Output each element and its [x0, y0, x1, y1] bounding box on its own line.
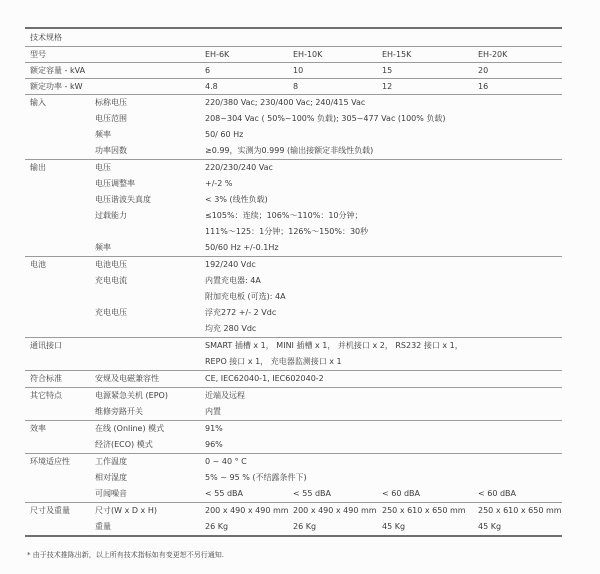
row-label: 电池电压: [95, 260, 127, 270]
row-label: 标称电压: [95, 98, 127, 108]
row-value: 近端及远程: [205, 391, 245, 401]
spec-row: [25, 143, 562, 159]
value-cell: < 60 dBA: [382, 489, 421, 499]
value-cell: EH-20K: [478, 49, 508, 59]
spec-row: [25, 519, 562, 535]
value-cell: 200 x 490 x 490 mm: [293, 506, 377, 516]
section-label: 符合标准: [30, 374, 62, 384]
section-label: 通讯接口: [30, 341, 62, 351]
row-label: 尺寸(W x D x H): [95, 506, 157, 516]
row-value: 50/60 Hz +/-0.1Hz: [205, 243, 279, 253]
row-label: 安规及电磁兼容性: [95, 374, 159, 384]
row-value: 220/230/240 Vac: [205, 163, 273, 173]
spec-row: [25, 470, 562, 486]
spec-row: [25, 257, 562, 273]
row-value: 91%: [205, 424, 223, 434]
row-label: 工作温度: [95, 457, 127, 467]
row-label: 维修旁路开关: [95, 407, 143, 417]
spec-sections: [25, 95, 562, 537]
row-label: 型号: [30, 49, 46, 59]
value-cell: 10: [293, 65, 304, 75]
spec-row: [25, 95, 562, 111]
row-label: 电压范围: [95, 114, 127, 124]
spec-table: [25, 27, 562, 537]
value-cell: 45 Kg: [382, 522, 406, 532]
spec-row: [25, 224, 562, 240]
spec-row: [25, 388, 562, 404]
spec-row: [25, 192, 562, 208]
row-value: +/-2 %: [205, 179, 233, 189]
value-cell: < 60 dBA: [478, 489, 517, 499]
row-label: 相对湿度: [95, 473, 127, 483]
section-label: 电池: [30, 260, 46, 270]
row-value: 0 ~ 40 ° C: [205, 457, 247, 467]
row-value: 50/ 60 Hz: [205, 130, 244, 140]
row-label: 电源紧急关机 (EPO): [95, 391, 168, 401]
spec-section: [25, 371, 562, 388]
row-value: 5% ~ 95 % (不结露条件下): [205, 473, 307, 483]
row-label: 电压: [95, 163, 111, 173]
section-label: 尺寸及重量: [30, 506, 70, 516]
spec-row: [25, 338, 562, 354]
value-cell: < 55 dBA: [205, 489, 244, 499]
row-value: 192/240 Vdc: [205, 260, 256, 270]
spec-row: [25, 289, 562, 305]
row-label: 过载能力: [95, 211, 127, 221]
spec-section: [25, 421, 562, 454]
row-value: 111%～125：1分钟；126%～150%：30秒: [205, 227, 369, 237]
row-label: 额定容量 - kVA: [30, 65, 86, 75]
spec-row: [25, 127, 562, 143]
spec-row: [25, 503, 562, 519]
spec-section: [25, 95, 562, 160]
value-cell: 6: [205, 65, 211, 75]
spec-section: [25, 160, 562, 257]
row-label: 额定功率 - kW: [30, 81, 83, 91]
section-label: 输入: [30, 98, 46, 108]
row-value: 内置充电器: 4A: [205, 276, 261, 286]
row-value: 浮充272 +/- 2 Vdc: [205, 308, 277, 318]
section-label: 输出: [30, 163, 46, 173]
footnote: * 由于技术推陈出新，以上所有技术指标如有变更恕不另行通知.: [27, 551, 224, 559]
row-value: ≥0.99，实测为0.999 (输出接额定非线性负载): [205, 146, 374, 156]
value-cell: EH-10K: [293, 49, 323, 59]
spec-row: [25, 111, 562, 127]
row-label: 充电电流: [95, 276, 127, 286]
row-value: CE, IEC62040-1, IEC602040-2: [205, 374, 324, 384]
spec-row: [25, 454, 562, 470]
row-value: SMART 插槽 x 1， MINI 插槽 x 1， 并机接口 x 2， RS232 接口 x 1，: [205, 341, 463, 351]
row-label: 重量: [95, 522, 111, 532]
value-cell: 250 x 610 x 650 mm: [478, 506, 562, 516]
spec-row: [25, 354, 562, 370]
row-value: 内置: [205, 407, 221, 417]
value-cell: EH-6K: [205, 49, 230, 59]
value-cell: 4.8: [205, 81, 218, 91]
spec-row: [25, 240, 562, 256]
value-cell: 12: [382, 81, 393, 91]
spec-section: [25, 503, 562, 537]
value-cell: 15: [382, 65, 393, 75]
value-cell: EH-15K: [382, 49, 412, 59]
table-title: 技术规格: [25, 29, 562, 47]
spec-row: [25, 305, 562, 321]
value-cell: 26 Kg: [293, 522, 317, 532]
spec-row: [25, 176, 562, 192]
spec-section: [25, 338, 562, 371]
spec-row: [25, 486, 562, 502]
spec-row: [25, 321, 562, 337]
row-value: 均充 280 Vdc: [205, 324, 257, 334]
row-label: 电压谐波失真度: [95, 195, 151, 205]
row-value: < 3% (线性负载): [205, 195, 268, 205]
model-row: [25, 47, 562, 63]
row-value: REPO 接口 x 1， 充电器监测接口 x 1: [205, 357, 342, 367]
value-cell: 16: [478, 81, 489, 91]
row-label: 频率: [95, 130, 111, 140]
row-label: 充电电压: [95, 308, 127, 318]
row-label: 功率因数: [95, 146, 127, 156]
row-value: 附加充电板 (可选): 4A: [205, 292, 286, 302]
value-cell: 20: [478, 65, 489, 75]
row-label: 频率: [95, 243, 111, 253]
spec-row: [25, 404, 562, 420]
spec-section: [25, 388, 562, 421]
row-label: 可闻噪音: [95, 489, 127, 499]
row-label: 电压调整率: [95, 179, 135, 189]
row-value: 96%: [205, 440, 223, 450]
row-label: 在线 (Online) 模式: [95, 424, 165, 434]
row-value: ≤105%：连续；106%～110%：10分钟；: [205, 211, 363, 221]
spec-row: [25, 160, 562, 176]
section-label: 效率: [30, 424, 46, 434]
spec-row: [25, 208, 562, 224]
value-cell: 8: [293, 81, 299, 91]
value-cell: 200 x 490 x 490 mm: [205, 506, 289, 516]
spec-section: [25, 257, 562, 338]
row-value: 220/380 Vac; 230/400 Vac; 240/415 Vac: [205, 98, 366, 108]
spec-section: [25, 454, 562, 503]
value-cell: 26 Kg: [205, 522, 229, 532]
value-cell: < 55 dBA: [293, 489, 332, 499]
section-label: 环境适应性: [30, 457, 70, 467]
section-label: 其它特点: [30, 391, 62, 401]
spec-row: [25, 421, 562, 437]
row-label: 经济(ECO) 模式: [95, 440, 153, 450]
value-cell: 45 Kg: [478, 522, 502, 532]
rated-capacity-row: [25, 63, 562, 79]
row-value: 208~304 Vac ( 50%~100% 负载); 305~477 Vac (100% 负载): [205, 114, 446, 124]
spec-row: [25, 437, 562, 453]
value-cell: 250 x 610 x 650 mm: [382, 506, 466, 516]
spec-row: [25, 273, 562, 289]
rated-power-row: [25, 79, 562, 95]
spec-row: [25, 371, 562, 387]
